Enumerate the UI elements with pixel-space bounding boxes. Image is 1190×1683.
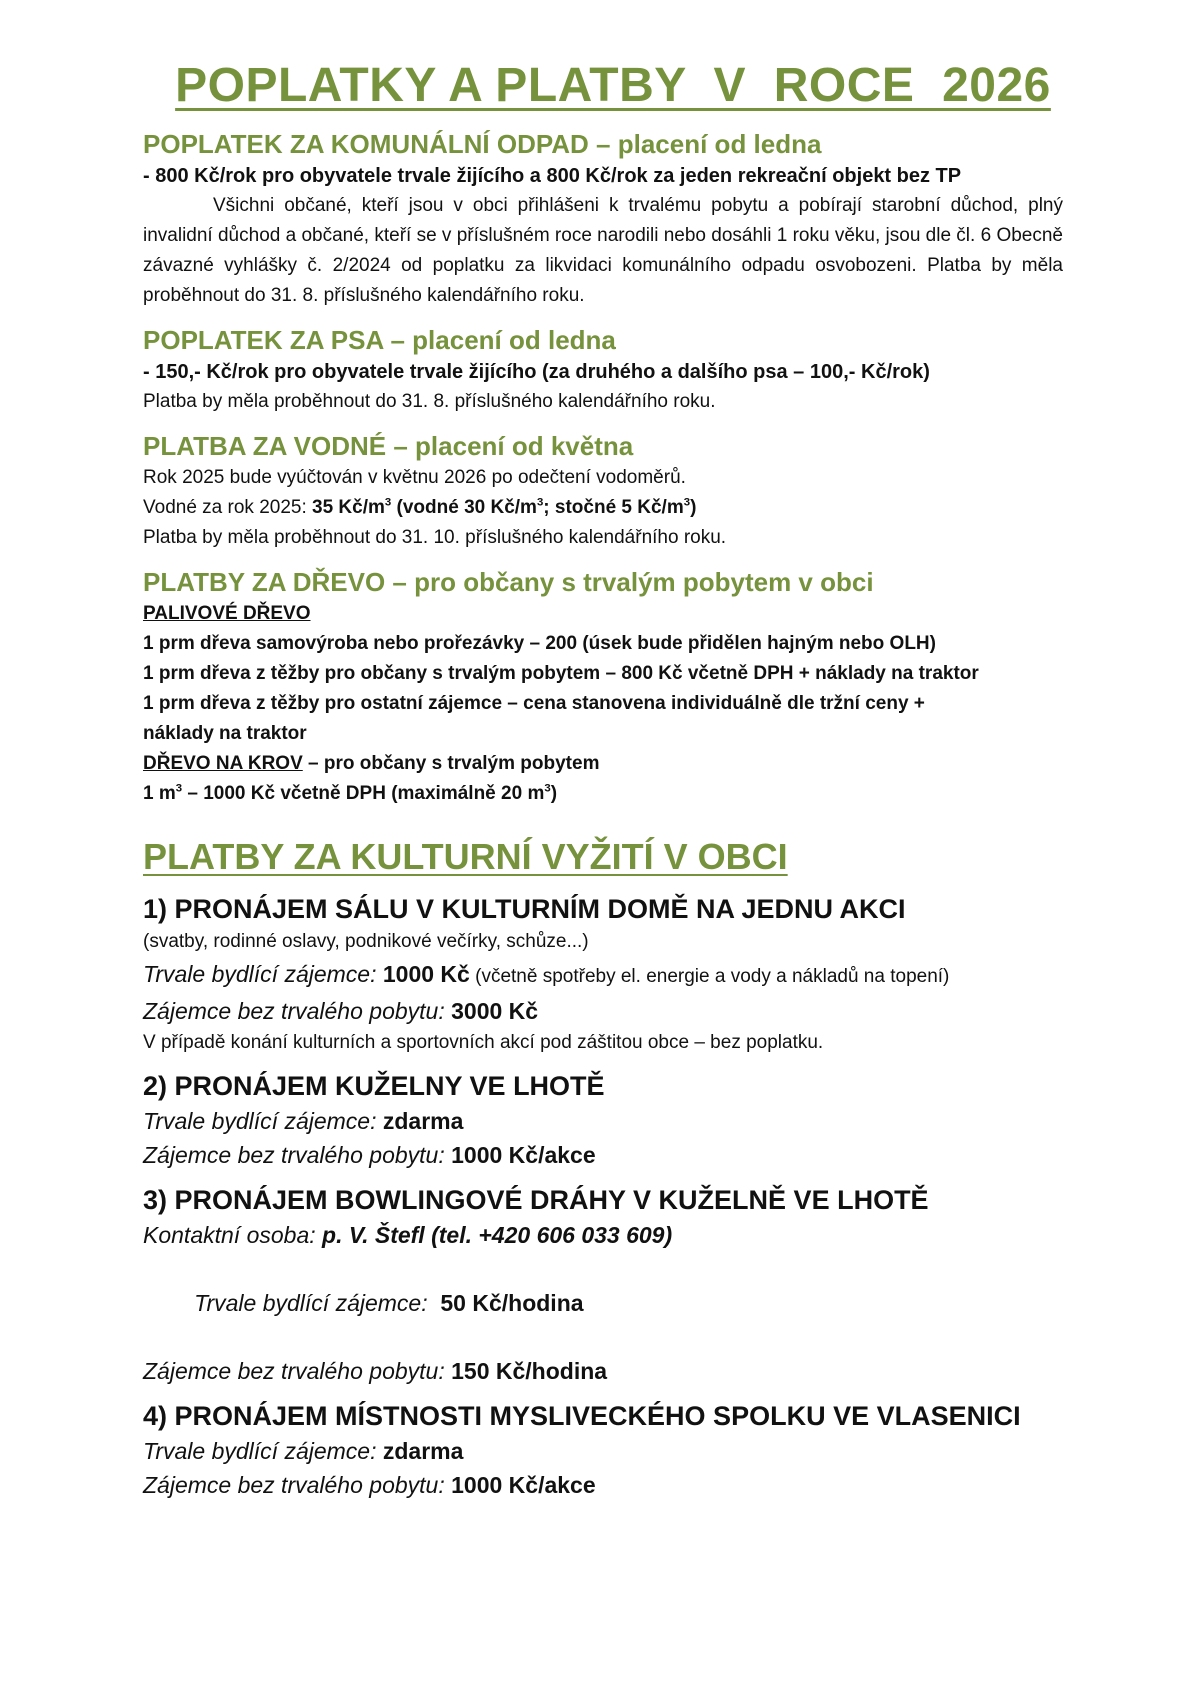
sup-1: 3 [384, 496, 392, 509]
waste-price: - 800 Kč/rok pro obyvatele trvale žijícího a 800 Kč/rok za jeden rekreační objekt bez TP [143, 165, 962, 187]
document-page [143, 58, 1083, 1502]
wood-roof-label: DŘEVO NA KROV [143, 753, 303, 774]
bowling-resident-label: Trvale bydlící zájemce: [194, 1290, 441, 1316]
section-water [143, 429, 1083, 553]
wood-fuel-item: 1 prm dřeva z těžby pro občany s trvalým pobytem – 800 Kč včetně DPH + náklady na traktor [143, 663, 979, 684]
wood-fuel-label: PALIVOVÉ DŘEVO [143, 603, 311, 624]
hall-resident [143, 957, 1083, 994]
dog-price: - 150,- Kč/rok pro obyvatele trvale žijícího (za druhého a dalšího psa – 100,- Kč/rok) [143, 361, 930, 383]
wood-fuel-item: 1 prm dřeva samovýroba nebo prořezávky – 200 (úsek bude přidělen hajným nebo OLH) [143, 633, 936, 654]
hunting-nonresident [143, 1468, 1083, 1502]
bowling-contact-value: p. V. Štefl (tel. +420 606 033 609) [322, 1222, 673, 1248]
bowling-resident-price: 50 Kč/hodina [440, 1290, 584, 1316]
hall-block [143, 891, 1083, 1058]
water-price-sewer: ; stočné 5 Kč/m [543, 497, 684, 518]
hall-resident-note: (včetně spotřeby el. energie a vody a nákladů na topení) [469, 966, 950, 987]
hall-resident-price: 1000 Kč [382, 961, 470, 987]
skittle-nonresident-price: 1000 Kč/akce [451, 1142, 596, 1168]
sup-5: 3 [544, 782, 551, 795]
water-line1: Rok 2025 bude vyúčtován v květnu 2026 po odečtení vodoměrů. [143, 467, 686, 488]
dog-heading: POPLATEK ZA PSA – placení od ledna [143, 325, 616, 355]
bowling-nonresident-price: 150 Kč/hodina [451, 1358, 608, 1384]
wood-roof-price [143, 779, 1083, 809]
water-price-water: (vodné 30 Kč/m [391, 497, 537, 518]
section-wood [143, 565, 1083, 809]
water-prefix: Vodné za rok 2025: [143, 497, 313, 518]
bowling-block [143, 1182, 1083, 1388]
hunting-heading: 4) PRONÁJEM MÍSTNOSTI MYSLIVECKÉHO SPOLKU VE VLASENICI [143, 1401, 1021, 1431]
hall-note: V případě konání kulturních a sportovních akcí pod záštitou obce – bez poplatku. [143, 1032, 824, 1053]
skittle-nonresident [143, 1138, 1083, 1172]
dog-note: Platba by měla proběhnout do 31. 8. příslušného kalendářního roku. [143, 391, 716, 412]
water-note: Platba by měla proběhnout do 31. 10. příslušného kalendářního roku. [143, 527, 727, 548]
roof-price-b: – 1000 Kč včetně DPH (maximálně 20 m [182, 783, 545, 804]
section-culture [143, 835, 1083, 1502]
waste-note: Všichni občané, kteří jsou v obci přihlášeni k trvalému pobytu a pobírají starobní důchod, plný invalidní důchod a občané, kteří se v příslušném roce narodili nebo dosáhli 1 roku věku, jsou dle čl. 6 Obecně závazné vyhlášky č. 2/2024 od poplatku za likvidaci komunálního odpadu osvobozeni. Platba by měla proběhnout do 31. 8. příslušného kalendářního roku. [143, 195, 1063, 306]
hunting-block [143, 1398, 1083, 1502]
skittle-resident-price: zdarma [382, 1108, 464, 1134]
hall-nonresident-label: Zájemce bez trvalého pobytu: [143, 998, 452, 1024]
water-price-close: ) [690, 497, 697, 518]
sup-3: 3 [683, 496, 691, 509]
roof-price-c: ) [550, 783, 558, 804]
hall-heading: 1) PRONÁJEM SÁLU V KULTURNÍM DOMĚ NA JEDNU AKCI [143, 894, 906, 924]
roof-price-a: 1 m [143, 783, 176, 804]
bowling-nonresident-label: Zájemce bez trvalého pobytu: [143, 1358, 452, 1384]
hunting-nonresident-label: Zájemce bez trvalého pobytu: [143, 1472, 452, 1498]
section-dog [143, 323, 1083, 417]
bowling-nonresident [143, 1354, 1083, 1388]
bowling-contact [143, 1218, 1083, 1252]
bowling-resident [143, 1252, 1083, 1354]
water-heading: PLATBA ZA VODNÉ – placení od května [143, 431, 634, 461]
waste-heading: POPLATEK ZA KOMUNÁLNÍ ODPAD – placení od ledna [143, 129, 822, 159]
hunting-resident-label: Trvale bydlící zájemce: [143, 1438, 383, 1464]
skittle-resident [143, 1104, 1083, 1138]
skittle-block [143, 1068, 1083, 1172]
section-waste [143, 127, 1083, 311]
hall-resident-label: Trvale bydlící zájemce: [143, 961, 383, 987]
skittle-resident-label: Trvale bydlící zájemce: [143, 1108, 383, 1134]
water-price-total: 35 Kč/m [312, 497, 385, 518]
skittle-heading: 2) PRONÁJEM KUŽELNY VE LHOTĚ [143, 1071, 605, 1101]
wood-heading: PLATBY ZA DŘEVO – pro občany s trvalým pobytem v obci [143, 567, 874, 597]
wood-roof-suffix: – pro občany s trvalým pobytem [302, 753, 600, 774]
hall-nonresident [143, 994, 1083, 1028]
culture-heading: PLATBY ZA KULTURNÍ VYŽITÍ V OBCI [143, 836, 788, 877]
hunting-resident-price: zdarma [382, 1438, 464, 1464]
page-title: POPLATKY A PLATBY V ROCE 2026 [175, 59, 1051, 112]
bowling-heading: 3) PRONÁJEM BOWLINGOVÉ DRÁHY V KUŽELNĚ VE LHOTĚ [143, 1185, 929, 1215]
wood-roof-line [143, 749, 1083, 779]
sup-2: 3 [536, 496, 544, 509]
hunting-nonresident-price: 1000 Kč/akce [451, 1472, 596, 1498]
skittle-nonresident-label: Zájemce bez trvalého pobytu: [143, 1142, 452, 1168]
sup-4: 3 [175, 782, 183, 795]
hall-nonresident-price: 3000 Kč [451, 998, 539, 1024]
wood-fuel-item: 1 prm dřeva z těžby pro ostatní zájemce – cena stanovena individuálně dle tržní ceny + náklady na traktor [143, 693, 925, 744]
bowling-contact-label: Kontaktní osoba: [143, 1222, 323, 1248]
hall-events: (svatby, rodinné oslavy, podnikové večírky, schůze...) [143, 931, 589, 952]
hunting-resident [143, 1434, 1083, 1468]
water-line2 [143, 493, 1083, 523]
